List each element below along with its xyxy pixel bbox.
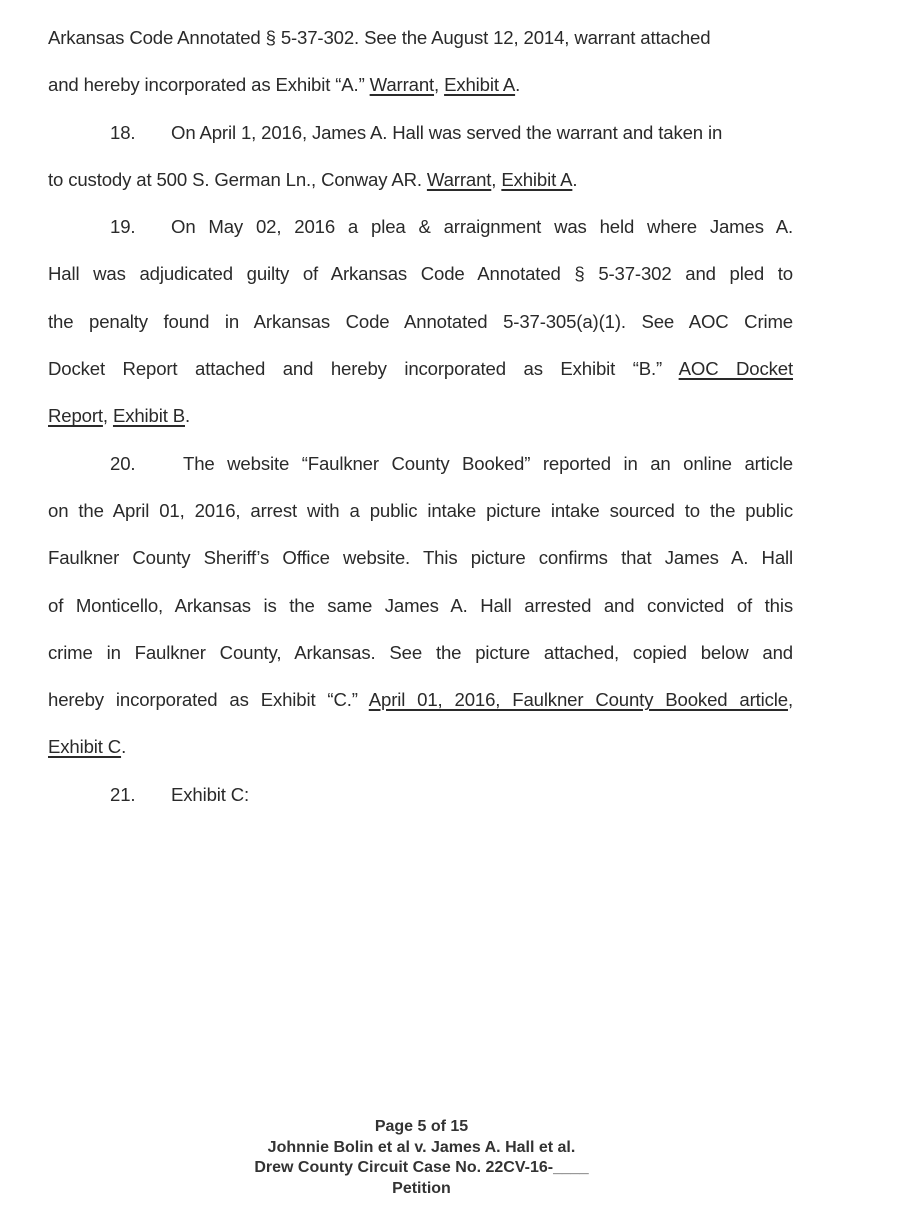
- p20-line-4: of Monticello, Arkansas is the same James A. Hall arrested and convicted of this: [48, 594, 793, 616]
- aoc-docket-link[interactable]: AOC Docket: [678, 358, 794, 380]
- p18-line-2: [48, 156, 793, 203]
- p20-line-6-text: hereby incorporated as Exhibit “C.”: [48, 689, 369, 711]
- p18-line-2-text: to custody at 500 S. German Ln., Conway AR.: [48, 168, 427, 190]
- faulkner-booked-article-link[interactable]: April 01, 2016, Faulkner County Booked article: [368, 689, 788, 711]
- case-number: Drew County Circuit Case No. 22CV-16-____: [254, 1159, 589, 1176]
- paragraph-number: 18.: [110, 121, 136, 143]
- warrant-link[interactable]: Warrant: [426, 168, 492, 190]
- warrant-link[interactable]: Warrant: [369, 74, 435, 96]
- p19-line-1-text: On May 02, 2016 a plea & arraignment was held where James A.: [171, 216, 793, 238]
- separator: ,: [102, 405, 113, 427]
- p19-line-5: [48, 392, 793, 439]
- p20-line-1-text: The website “Faulkner County Booked” reported in an online article: [183, 452, 793, 474]
- p19-line-2: Hall was adjudicated guilty of Arkansas Code Annotated § 5-37-302 and pled to: [48, 263, 793, 285]
- case-caption: Johnnie Bolin et al v. James A. Hall et al.: [267, 1138, 576, 1156]
- report-link[interactable]: Report: [48, 405, 103, 427]
- period: .: [121, 736, 127, 758]
- p20-line-2: on the April 01, 2016, arrest with a public intake picture intake sourced to the public: [48, 499, 793, 521]
- p19-line-4: [48, 345, 793, 392]
- p20-line-5: crime in Faulkner County, Arkansas. See the picture attached, copied below and: [48, 641, 793, 663]
- exhibit-b-link[interactable]: Exhibit B: [112, 405, 185, 427]
- document-body: [48, 14, 793, 818]
- p18-line-1-text: On April 1, 2016, James A. Hall was served the warrant and taken in: [171, 121, 723, 143]
- paragraph-number: 21.: [110, 783, 136, 805]
- p20-line-1: [48, 440, 793, 487]
- p20-line-6: [48, 676, 793, 723]
- p21-line-1: [48, 771, 793, 818]
- exhibit-a-link[interactable]: Exhibit A: [501, 168, 573, 190]
- p20-line-7: [48, 723, 793, 770]
- separator: ,: [491, 168, 502, 190]
- p17-line-1: Arkansas Code Annotated § 5-37-302. See the August 12, 2014, warrant attached: [48, 27, 711, 48]
- p17-line-2: [48, 61, 793, 108]
- page-footer: [0, 1117, 843, 1199]
- page-number: Page 5 of 15: [374, 1118, 469, 1135]
- p21-text: Exhibit C:: [171, 783, 250, 805]
- separator: ,: [434, 74, 445, 96]
- period: .: [515, 74, 521, 96]
- p19-line-3: the penalty found in Arkansas Code Annotated 5-37-305(a)(1). See AOC Crime: [48, 310, 793, 332]
- p18-line-1: [48, 109, 793, 156]
- period: .: [572, 168, 578, 190]
- document-type: Petition: [392, 1179, 451, 1197]
- p17-line-2-text: and hereby incorporated as Exhibit “A.”: [48, 74, 370, 96]
- paragraph-number: 20.: [110, 452, 136, 474]
- exhibit-c-link[interactable]: Exhibit C: [48, 736, 122, 758]
- comma: ,: [787, 689, 794, 711]
- p19-line-1: [48, 203, 793, 250]
- exhibit-a-link[interactable]: Exhibit A: [444, 74, 516, 96]
- period: .: [185, 405, 191, 427]
- p20-line-3: Faulkner County Sheriff’s Office website. This picture confirms that James A. Hall: [48, 547, 793, 569]
- p19-line-4-text: Docket Report attached and hereby incorporated as Exhibit “B.”: [48, 358, 679, 380]
- paragraph-number: 19.: [110, 216, 136, 238]
